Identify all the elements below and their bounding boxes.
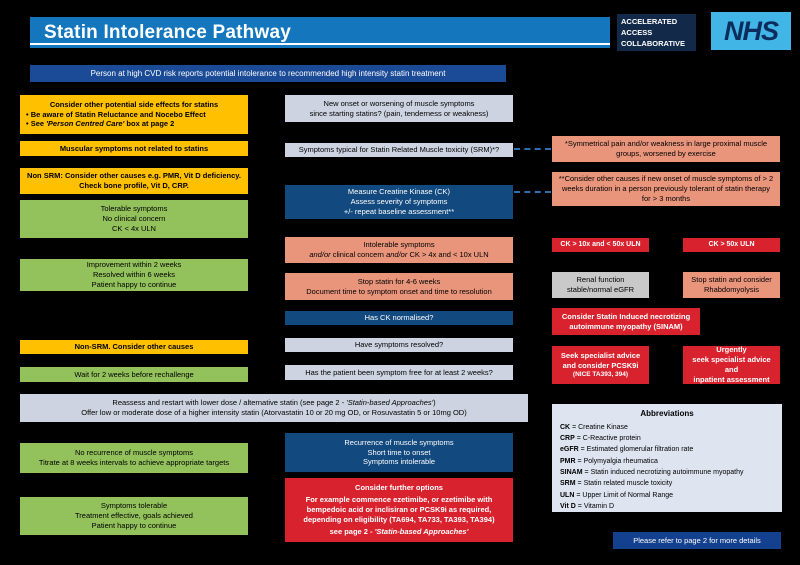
abbr-value: Creatine Kinase (578, 423, 628, 431)
equals-sign: = (577, 457, 582, 465)
box-line: Titrate at 8 weeks intervals to achieve appropriate targets (38, 458, 230, 467)
text-segment-italic: and/or (309, 250, 331, 259)
abbr-key: ULN (560, 491, 575, 499)
accelerated-access-collaborative-logo (617, 14, 696, 51)
box-line: No recurrence of muscle symptoms (75, 448, 193, 458)
text-segment: box at page 2 (124, 119, 175, 129)
abbreviation-row (560, 444, 774, 455)
box-text: Have symptoms resolved? (354, 340, 444, 350)
text-segment-italic: 'Statin-based Approaches' (346, 398, 434, 408)
box-text: Has the patient been symptom free for at least 2 weeks? (305, 367, 493, 377)
box-line: Measure Creatine Kinase (CK) (347, 187, 451, 197)
box-line (291, 250, 507, 260)
box-text: Muscular symptoms not related to statins (59, 143, 209, 153)
equals-sign: = (576, 491, 581, 499)
box-line: Offer low or moderate dose of a higher intensity statin (Atorvastatin 10 or 20 mg OD, or Rosuvastatin 5 or 10mg OD) (81, 408, 467, 417)
box-sinam (552, 308, 700, 335)
box-symptoms-typical-srm (285, 143, 513, 157)
box-consider-side-effects (20, 95, 248, 134)
box-no-recurrence (20, 443, 248, 473)
abbreviation-row (560, 501, 774, 512)
text-segment: ) (433, 398, 436, 408)
abbr-key: PMR (560, 457, 576, 465)
abbreviation-row (560, 478, 774, 489)
box-tolerable-symptoms (20, 200, 248, 238)
page-title-bar (30, 17, 610, 48)
abbr-key: Vit D (560, 502, 576, 510)
equals-sign: = (576, 434, 581, 442)
box-seek-specialist-advice (552, 346, 649, 384)
box-non-srm-other-causes (20, 340, 248, 354)
aac-line: COLLABORATIVE (621, 38, 686, 48)
box-line: (NICE TA393, 394) (572, 370, 629, 378)
box-line: seek specialist advice and (692, 355, 771, 374)
box-line: Recurrence of muscle symptoms (344, 437, 454, 447)
box-wait-2-weeks (20, 367, 248, 382)
box-has-ck-normalised (285, 311, 513, 325)
intro-text: Person at high CVD risk reports potential intolerance to recommended high intensity statin treatment (90, 69, 446, 78)
box-line: Patient happy to continue (91, 279, 177, 289)
box-title: Consider further options (355, 483, 443, 493)
box-line: Check bone profile, Vit D, CRP. (79, 181, 189, 190)
text-segment: CK > 4x and < 10x ULN (407, 250, 489, 259)
nhs-logo (711, 12, 791, 50)
box-stop-statin-rhabdomyolysis (683, 272, 780, 298)
page-title: Statin Intolerance Pathway (44, 21, 291, 43)
box-consider-further-options (285, 478, 513, 542)
equals-sign: = (577, 502, 582, 510)
box-stop-statin (285, 273, 513, 300)
box-symmetrical-pain-note (552, 136, 780, 162)
dashed-connector (514, 148, 551, 150)
box-non-srm-causes (20, 168, 248, 194)
abbreviations-title: Abbreviations (640, 409, 694, 418)
box-line: since starting statins? (pain, tenderness or weakness) (309, 108, 489, 118)
aac-line: ACCELERATED (621, 17, 678, 26)
box-line: New onset or worsening of muscle symptoms (323, 98, 475, 108)
abbreviation-row (560, 456, 774, 467)
box-line: For example commence ezetimibe, or ezetimibe with bempedoic acid or inclisiran or PCSK9i as required, depending on eligibility (TA694, TA733, TA393, TA394) (303, 495, 495, 524)
box-line: stable/normal eGFR (566, 285, 635, 294)
box-line: Stop statin for 4-6 weeks (357, 276, 441, 286)
abbr-value: Vitamin D (583, 502, 615, 510)
box-ck-50x (683, 238, 780, 252)
abbr-key: SRM (560, 480, 576, 488)
box-text: **Consider other causes if new onset of muscle symptoms of > 2 weeks duration in a person previously tolerant of statin therapy for > 3 months (558, 174, 774, 203)
box-line: Renal function (576, 275, 625, 285)
box-line: Resolved within 6 weeks (92, 270, 176, 280)
equals-sign: = (577, 480, 582, 488)
box-measure-ck (285, 185, 513, 219)
nhs-logo-text: NHS (723, 15, 778, 46)
box-text: CK > 10x and < 50x ULN (560, 241, 641, 249)
box-reassess-restart (20, 394, 528, 422)
box-line: Stop statin and consider (691, 275, 772, 285)
box-line: Assess severity of symptoms (350, 197, 448, 207)
box-text: Non-SRM. Consider other causes (74, 342, 194, 352)
refer-text: Please refer to page 2 for more details (633, 536, 761, 545)
abbr-key: CK (560, 423, 571, 431)
abbr-value: Upper Limit of Normal Range (582, 491, 674, 499)
box-symptoms-resolved (285, 338, 513, 352)
box-new-onset (285, 95, 513, 122)
box-line: +/- repeat baseline assessment** (343, 206, 455, 216)
box-line: Document time to symptom onset and time to resolution (306, 286, 492, 296)
box-line (291, 527, 507, 537)
box-line: Patient happy to continue (91, 520, 177, 530)
box-line: inpatient assessment (693, 374, 770, 384)
abbreviation-row (560, 467, 774, 478)
box-title: Consider other potential side effects for statins (49, 99, 219, 109)
abbr-value: Polymyalgia rheumatica (583, 457, 658, 465)
text-segment-italic: 'Person Centred Care' (46, 119, 125, 129)
box-line: Treatment effective, goals achieved (75, 511, 193, 521)
text-segment: clinical concern (330, 250, 387, 259)
abbr-value: C-Reactive protein (582, 434, 641, 442)
abbr-value: Estimated glomerular filtration rate (586, 446, 694, 454)
box-ck-10x-50x (552, 238, 649, 252)
equals-sign: = (580, 446, 585, 454)
abbr-value: Statin induced necrotizing autoimmune myopathy (590, 468, 744, 476)
box-line: and consider PCSK9i (562, 360, 639, 370)
abbreviation-row (560, 433, 774, 444)
abbreviation-row (560, 490, 774, 501)
box-line: Rhabdomyolysis (703, 285, 760, 294)
box-line: Urgently (716, 345, 747, 355)
text-segment: see page 2 - (329, 526, 375, 536)
box-line: Improvement within 2 weeks (86, 260, 182, 270)
text-segment: Reassess and restart with lower dose / alternative statin (see page 2 - (112, 398, 347, 408)
box-line: No clinical concern (102, 214, 166, 224)
aac-line: ACCESS (621, 27, 653, 37)
box-improvement (20, 259, 248, 291)
dashed-connector (514, 191, 551, 193)
box-symptom-free (285, 365, 513, 380)
box-consider-other-causes-note (552, 172, 780, 206)
box-text: Wait for 2 weeks before rechallenge (74, 369, 194, 379)
box-line: autoimmune myopathy (SINAM) (569, 321, 683, 331)
box-line: Non SRM: Consider other causes e.g. PMR, Vit D deficiency. (27, 171, 241, 181)
box-line: Intolerable symptoms (363, 240, 435, 250)
text-segment: • See (26, 119, 47, 129)
refer-page-2-banner (613, 532, 781, 549)
box-line: Symptoms tolerable (100, 501, 168, 511)
box-symptoms-tolerable (20, 497, 248, 535)
box-renal-function (552, 272, 649, 298)
box-intolerable-symptoms (285, 237, 513, 263)
bullet-line (26, 119, 242, 129)
abbr-value: Statin related muscle toxicity (583, 480, 673, 488)
box-line: Tolerable symptoms (100, 204, 168, 214)
equals-sign: = (572, 423, 577, 431)
abbr-key: eGFR (560, 446, 579, 454)
box-line (26, 398, 522, 408)
box-line: CK < 4x ULN (112, 223, 156, 233)
box-muscular-not-related (20, 141, 248, 156)
box-line: Short time to onset (367, 447, 431, 457)
equals-sign: = (584, 468, 589, 476)
box-text: *Symmetrical pain and/or weakness in large proximal muscle groups, worsened by exercise (564, 139, 768, 158)
box-line: Consider Statin Induced necrotizing (561, 311, 691, 321)
box-line: Symptoms intolerable (362, 457, 436, 467)
abbr-key: CRP (560, 434, 575, 442)
box-line: Seek specialist advice (560, 350, 641, 360)
bullet-line: • Be aware of Statin Reluctance and Nocebo Effect (26, 109, 206, 119)
box-text: Has CK normalised? (364, 313, 434, 323)
text-segment-italic: 'Statin-based Approaches' (374, 526, 469, 536)
box-text: CK > 50x ULN (708, 241, 755, 249)
abbr-key: SINAM (560, 468, 583, 476)
box-urgent-specialist (683, 346, 780, 384)
box-text: Symptoms typical for Statin Related Muscle toxicity (SRM)*? (298, 145, 500, 155)
intro-banner (30, 65, 506, 82)
abbreviations-panel (552, 404, 782, 512)
abbreviation-row (560, 422, 774, 433)
box-recurrence-muscle-symptoms (285, 433, 513, 472)
text-segment-italic: and/or (386, 250, 408, 259)
